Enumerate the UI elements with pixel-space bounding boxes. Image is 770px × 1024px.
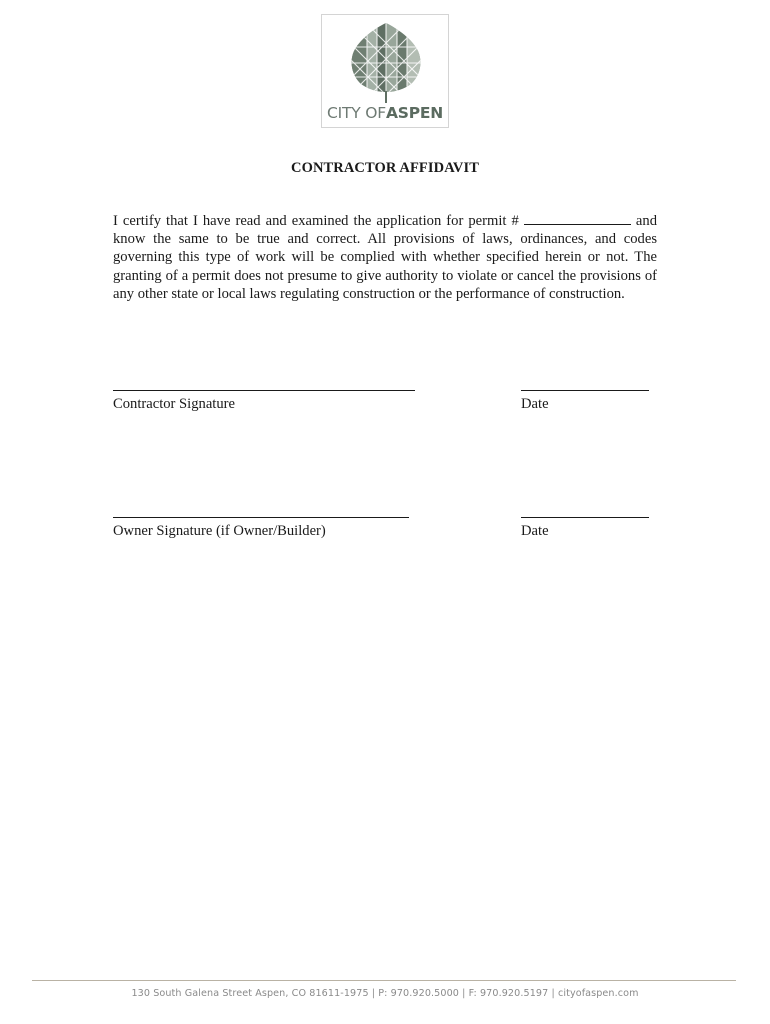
contractor-date-label: Date (521, 396, 549, 412)
contractor-signature-line[interactable] (113, 390, 415, 391)
certification-paragraph (113, 212, 657, 303)
footer-contact-info: 130 South Galena Street Aspen, CO 81611-1975 | P: 970.920.5000 | F: 970.920.5197 | cityofaspen.com (131, 988, 639, 999)
aspen-leaf-icon (322, 15, 450, 105)
paragraph-rest: and know the same to be true and correct. All provisions of laws, ordinances, and codes governing this type of work will be complied with whether specified herein or not. The granting of a permit does not presume to give authority to violate or cancel the provisions of any other state or local laws regulating construction or the performance of construction. (113, 213, 657, 302)
footer-divider (32, 980, 736, 981)
contractor-signature-label: Contractor Signature (113, 396, 235, 412)
owner-date-line[interactable] (521, 517, 649, 518)
logo-text-aspen: ASPEN (385, 104, 444, 122)
owner-signature-label: Owner Signature (if Owner/Builder) (113, 523, 326, 539)
contractor-date-line[interactable] (521, 390, 649, 391)
paragraph-start: I certify that I have read and examined the application for permit # (113, 213, 519, 229)
permit-number-blank[interactable] (524, 212, 631, 225)
owner-date-label: Date (521, 523, 549, 539)
logo-text-city: CITY OF (326, 104, 386, 122)
logo-wordmark (322, 103, 448, 123)
document-title: CONTRACTOR AFFIDAVIT (291, 160, 479, 176)
city-of-aspen-logo (321, 14, 449, 128)
owner-signature-line[interactable] (113, 517, 409, 518)
